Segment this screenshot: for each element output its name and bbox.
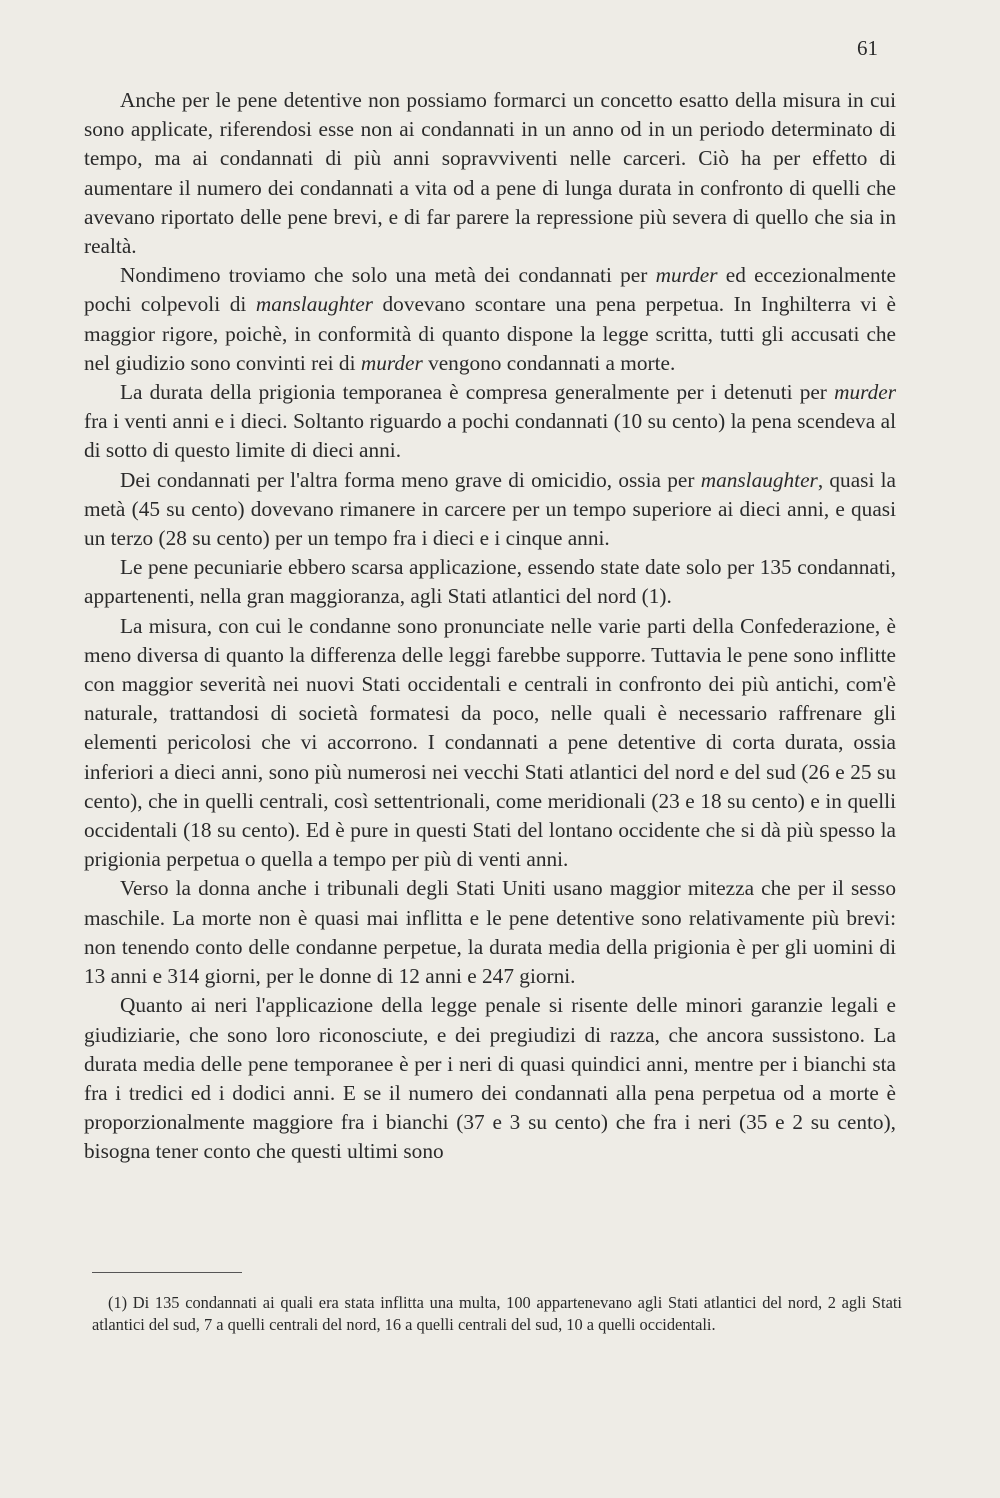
text-run: Anche per le pene detentive non possiamo formarci un concetto esatto della misura in cui sono applicate, riferendosi esse non ai condannati in un anno od in un periodo determinato di tempo, ma ai condannati di più anni sopravviventi nelle carceri. Ciò ha per effetto di aumentare il numero dei condannati a vita od a pene di lunga durata in confronto di quelli che avevano riportato delle pene brevi, e di far parere la repressione più severa di quello che sia in realtà. [84,88,896,259]
paragraph [84,874,896,991]
text-run: fra i venti anni e i dieci. Soltanto riguardo a pochi condannati (10 su cento) la pena scendeva al di sotto di questo limite di dieci anni. [84,409,896,463]
text-run: Verso la donna anche i tribunali degli Stati Uniti usano maggior mitezza che per il sesso maschile. La morte non è quasi mai inflitta e le pene detentive sono relativamente più brevi: non tenendo conto delle condanne perpetue, la durata media della prigionia è per gli uomini di 13 anni e 314 giorni, per le donne di 12 anni e 247 giorni. [84,876,896,989]
text-run: Dei condannati per l'altra forma meno grave di omicidio, ossia per [120,467,701,492]
text-run: ed eccezionalmente pochi colpevoli di [84,263,896,317]
text-run: vengono condannati a morte. [422,350,676,375]
text-run: La misura, con cui le condanne sono pronunciate nelle varie parti della Confederazione, è meno diversa di quanto la differenza delle leggi farebbe supporre. Tuttavia le pene sono inflitte con maggior severità nei nuovi Stati occidentali e centrali in confronto dei più antichi, com'è naturale, trattandosi di società formatesi da poco, nelle quali è necessario raffrenare gli elementi pericolosi che vi accorrono. I condannati a pene detentive di corta durata, ossia inferiori a dieci anni, sono più numerosi nei vecchi Stati atlantici del nord e del sud (26 e 25 su cento), che in quelli centrali, così settentrionali, come meridionali (23 e 18 su cento) e in quelli occidentali (18 su cento). Ed è pure in questi Stati del lontano occidente che si dà più spesso la prigionia perpetua o quella a tempo per più di venti anni. [84,613,896,872]
paragraph [84,261,896,378]
italic-term: murder [655,263,718,288]
paragraph [84,466,896,554]
paragraph [84,991,896,1166]
text-run: dovevano scontare una pena perpetua. In Inghilterra vi è maggior rigore, poichè, in conformità di quanto dispone la legge scritta, tutti gli accusati che nel giudizio sono convinti rei di [84,292,897,375]
italic-term: manslaughter [255,292,373,317]
paragraph [84,612,896,875]
paragraph [84,378,896,466]
text-run: Quanto ai neri l'applicazione della legge penale si risente delle minori garanzie legali e giudiziarie, che sono loro riconosciute, e dei pregiudizi di razza, che ancora sussistono. La durata media delle pene temporanee è per i neri di quasi quindici anni, mentre per i bianchi sta fra i tredici ed i dodici anni. E se il numero dei condannati alla pena perpetua od a morte è proporzionalmente maggiore fra i bianchi (37 e 3 su cento) che fra i neri (35 e 2 su cento), bisogna tener conto che questi ultimi sono [84,993,896,1164]
page-number: 61 [857,36,878,60]
body-text [84,86,896,1167]
footnote [92,1292,902,1336]
text-run: Le pene pecuniarie ebbero scarsa applicazione, essendo state date solo per 135 condannati, appartenenti, nella gran maggioranza, agli Stati atlantici del nord (1). [84,555,896,609]
italic-term: murder [834,380,896,405]
italic-term: manslaughter [700,467,818,492]
text-run: La durata della prigionia temporanea è compresa generalmente per i detenuti per [120,380,835,405]
text-run: , quasi la metà (45 su cento) dovevano rimanere in carcere per un tempo superiore ai dieci anni, e quasi un terzo (28 su cento) per un tempo fra i dieci e i cinque anni. [84,467,896,551]
italic-term: murder [360,350,423,375]
footnote-rule [92,1272,242,1273]
footnote-text: (1) Di 135 condannati ai quali era stata inflitta una multa, 100 appartenevano agli Stati atlantici del nord, 2 agli Stati atlantici del sud, 7 a quelli centrali del nord, 16 a quelli centrali del sud, 10 a quelli occidentali. [92,1293,902,1334]
paragraph [84,86,896,261]
text-run: Nondimeno troviamo che solo una metà dei condannati per [120,263,656,288]
paragraph [84,553,896,611]
